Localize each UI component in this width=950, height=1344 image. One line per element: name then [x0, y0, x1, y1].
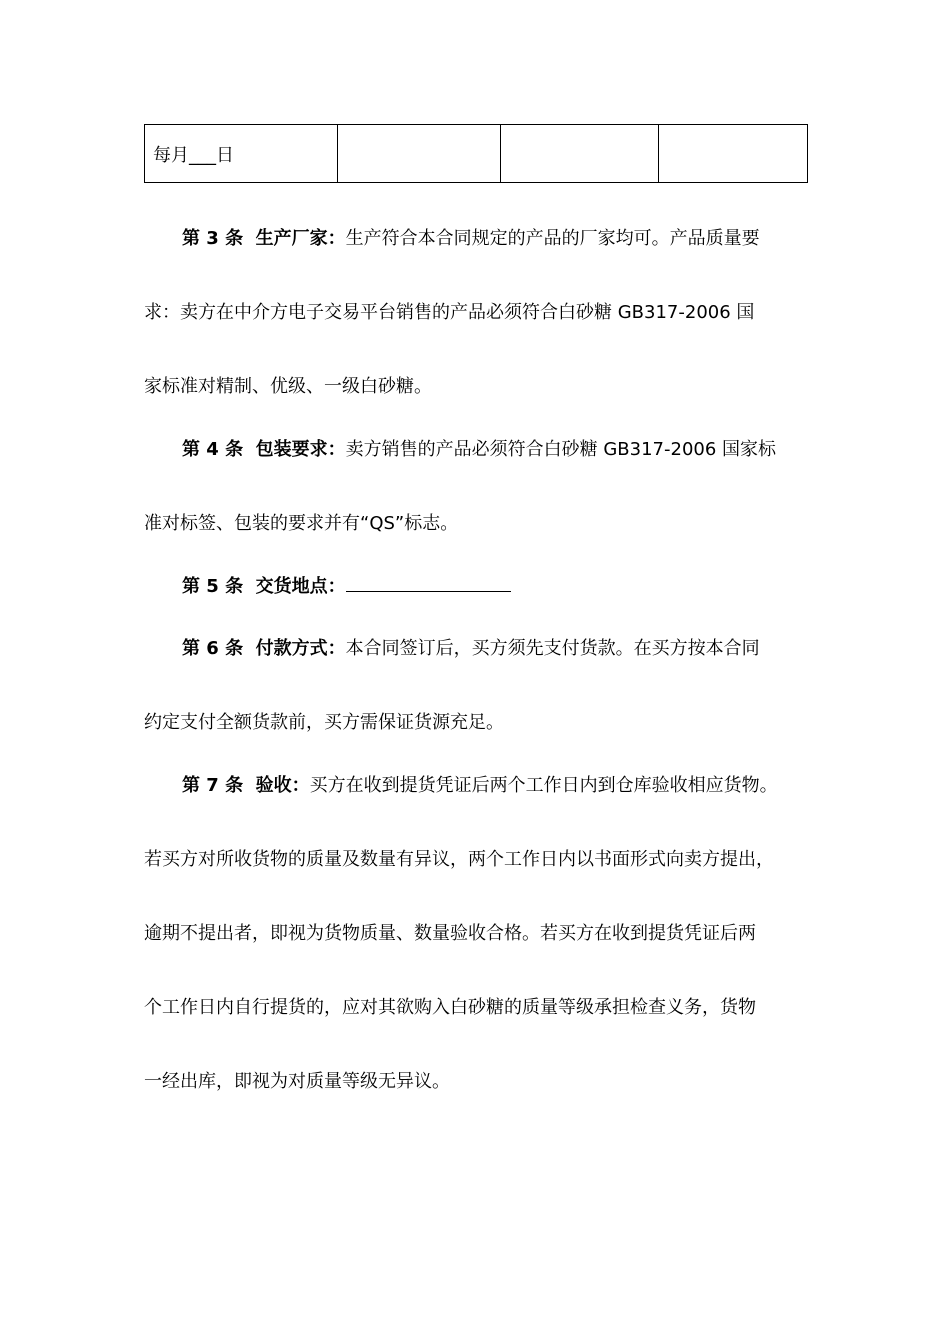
article-3-line-3: 家标准对精制、优级、一级白砂糖。 — [144, 376, 432, 397]
article-6-text: 本合同签订后，买方须先支付货款。在买方按本合同 — [345, 638, 760, 659]
article-3-line-1 — [144, 202, 845, 276]
article-3-line-2: 求：卖方在中介方电子交易平台销售的产品必须符合白砂糖 GB317-2006 国 — [144, 302, 755, 323]
article-4-text: 卖方销售的产品必须符合白砂糖 GB317-2006 国家标 — [345, 439, 777, 460]
table-row — [145, 125, 808, 183]
table-cell — [501, 125, 659, 183]
article-7-line-4: 个工作日内自行提货的，应对其欲购入白砂糖的质量等级承担检查义务，货物 — [144, 997, 756, 1018]
article-7-line-1 — [144, 749, 845, 823]
article-7-text: 买方在收到提货凭证后两个工作日内到仓库验收相应货物。 — [309, 775, 778, 796]
article-4-heading: 第 4 条 包装要求： — [182, 439, 346, 460]
article-6-line-1 — [144, 612, 845, 686]
article-3-heading: 第 3 条 生产厂家： — [182, 228, 346, 249]
article-7-line-5: 一经出库，即视为对质量等级无异议。 — [144, 1071, 450, 1092]
article-6-line-2: 约定支付全额货款前，买方需保证货源充足。 — [144, 712, 504, 733]
article-7-heading: 第 7 条 验收： — [182, 775, 310, 796]
article-3-text: 生产符合本合同规定的产品的厂家均可。产品质量要 — [345, 228, 760, 249]
table-cell — [338, 125, 501, 183]
article-5-heading: 第 5 条 交货地点： — [182, 576, 346, 597]
article-7-line-2: 若买方对所收货物的质量及数量有异议，两个工作日内以书面形式向卖方提出， — [144, 849, 774, 870]
article-4-line-1 — [144, 413, 845, 487]
article-4-line-2: 准对标签、包装的要求并有“QS”标志。 — [144, 513, 459, 534]
article-7-line-3: 逾期不提出者，即视为货物质量、数量验收合格。若买方在收到提货凭证后两 — [144, 923, 756, 944]
schedule-table — [144, 124, 808, 183]
delivery-location-blank — [346, 573, 511, 592]
table-cell — [659, 125, 808, 183]
article-6-heading: 第 6 条 付款方式： — [182, 638, 346, 659]
table-cell-date: 每月___日 — [145, 125, 338, 183]
